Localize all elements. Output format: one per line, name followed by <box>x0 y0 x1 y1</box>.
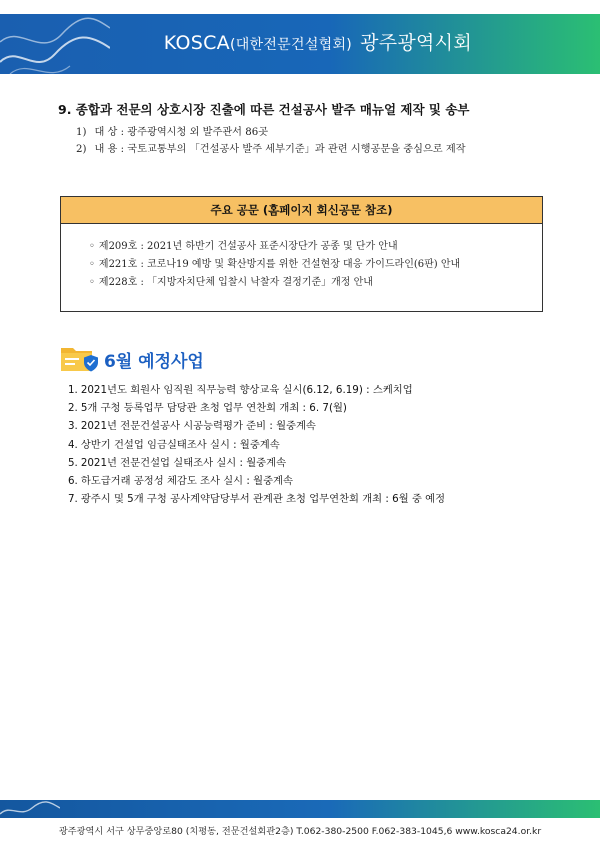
item-number: 2) <box>76 144 87 155</box>
item-number: 1) <box>76 127 87 138</box>
org-name: KOSCA <box>163 32 230 54</box>
item-text: 하도급거래 공정성 체감도 조사 실시 : 월중계속 <box>80 475 293 488</box>
item-text: 5개 구청 등록업무 담당관 초청 업무 연찬회 개최 : 6. 7(월) <box>80 402 347 415</box>
item-number: 1. <box>68 384 78 396</box>
notice-text: 제221호 : 코로나19 예방 및 확산방지를 위한 건설현장 대응 가이드라인(6판) 안내 <box>98 259 461 270</box>
list-item <box>68 381 445 399</box>
list-item <box>89 238 542 256</box>
wave-decoration-icon <box>0 800 60 818</box>
footer-contact: 광주광역시 서구 상무중앙로80 (치평동, 전문건설회관2층) T.062-380-2500 F.062-383-1045,6 www.kosca24.or.kr <box>58 826 542 837</box>
item-number: 4. <box>68 438 78 451</box>
section9-item-target <box>76 123 268 138</box>
list-item <box>89 256 542 274</box>
item-text: 2021년도 회원사 임직원 직무능력 향상교육 실시(6.12, 6.19) : 스케치업 <box>80 384 413 396</box>
list-item <box>89 274 542 292</box>
item-text: 2021년 전문건설공사 시공능력평가 준비 : 월중계속 <box>80 420 316 433</box>
branch-name: 광주광역시회 <box>360 32 472 54</box>
item-number: 5. <box>68 456 78 469</box>
item-text: 광주시 및 5개 구청 공사계약담당부서 관계관 초청 업무연찬회 개최 : 6월 중 예정 <box>80 493 446 506</box>
notice-text: 제228호 : 「지방자치단체 입찰시 낙찰자 결정기준」개정 안내 <box>98 277 373 288</box>
wave-decoration-icon <box>0 14 110 74</box>
item-text: 2021년 전문건설업 실태조사 실시 : 월중계속 <box>80 456 287 469</box>
item-text: 상반기 건설업 임금실태조사 실시 : 월중계속 <box>80 438 280 451</box>
item-number: 6. <box>68 475 78 488</box>
list-item <box>68 399 445 417</box>
list-item <box>68 472 445 490</box>
bullet-icon: ◦ <box>89 259 95 270</box>
item-number: 3. <box>68 420 78 433</box>
folder-shield-icon <box>60 343 100 373</box>
section9-title: 9. 종합과 전문의 상호시장 진출에 따른 건설공사 발주 매뉴얼 제작 및 송부 <box>58 102 470 117</box>
header-title <box>164 28 472 55</box>
footer-bar <box>0 800 600 818</box>
item-text: 내 용 : 국토교통부의 「건설공사 발주 세부기준」과 관련 시행공문을 중심으로 제작 <box>94 144 466 155</box>
list-item <box>68 417 445 435</box>
list-item <box>68 436 445 454</box>
notice-list <box>61 238 542 292</box>
june-plan-list <box>68 381 445 508</box>
item-number: 7. <box>68 493 78 506</box>
notice-box <box>60 196 543 312</box>
section9-item-content <box>76 140 466 155</box>
june-title: 6월 예정사업 <box>104 352 204 372</box>
bullet-icon: ◦ <box>89 241 95 252</box>
notice-title: 주요 공문 (홈페이지 회신공문 참조) <box>61 197 542 224</box>
list-item <box>68 454 445 472</box>
item-number: 2. <box>68 402 78 415</box>
bullet-icon: ◦ <box>89 277 95 288</box>
header-banner <box>0 14 600 74</box>
org-fullname: (대한전문건설협회) <box>229 37 353 53</box>
list-item <box>68 490 445 508</box>
item-text: 대 상 : 광주광역시청 외 발주관서 86곳 <box>94 127 269 138</box>
notice-text: 제209호 : 2021년 하반기 건설공사 표준시장단가 공종 및 단가 안내 <box>98 241 398 252</box>
